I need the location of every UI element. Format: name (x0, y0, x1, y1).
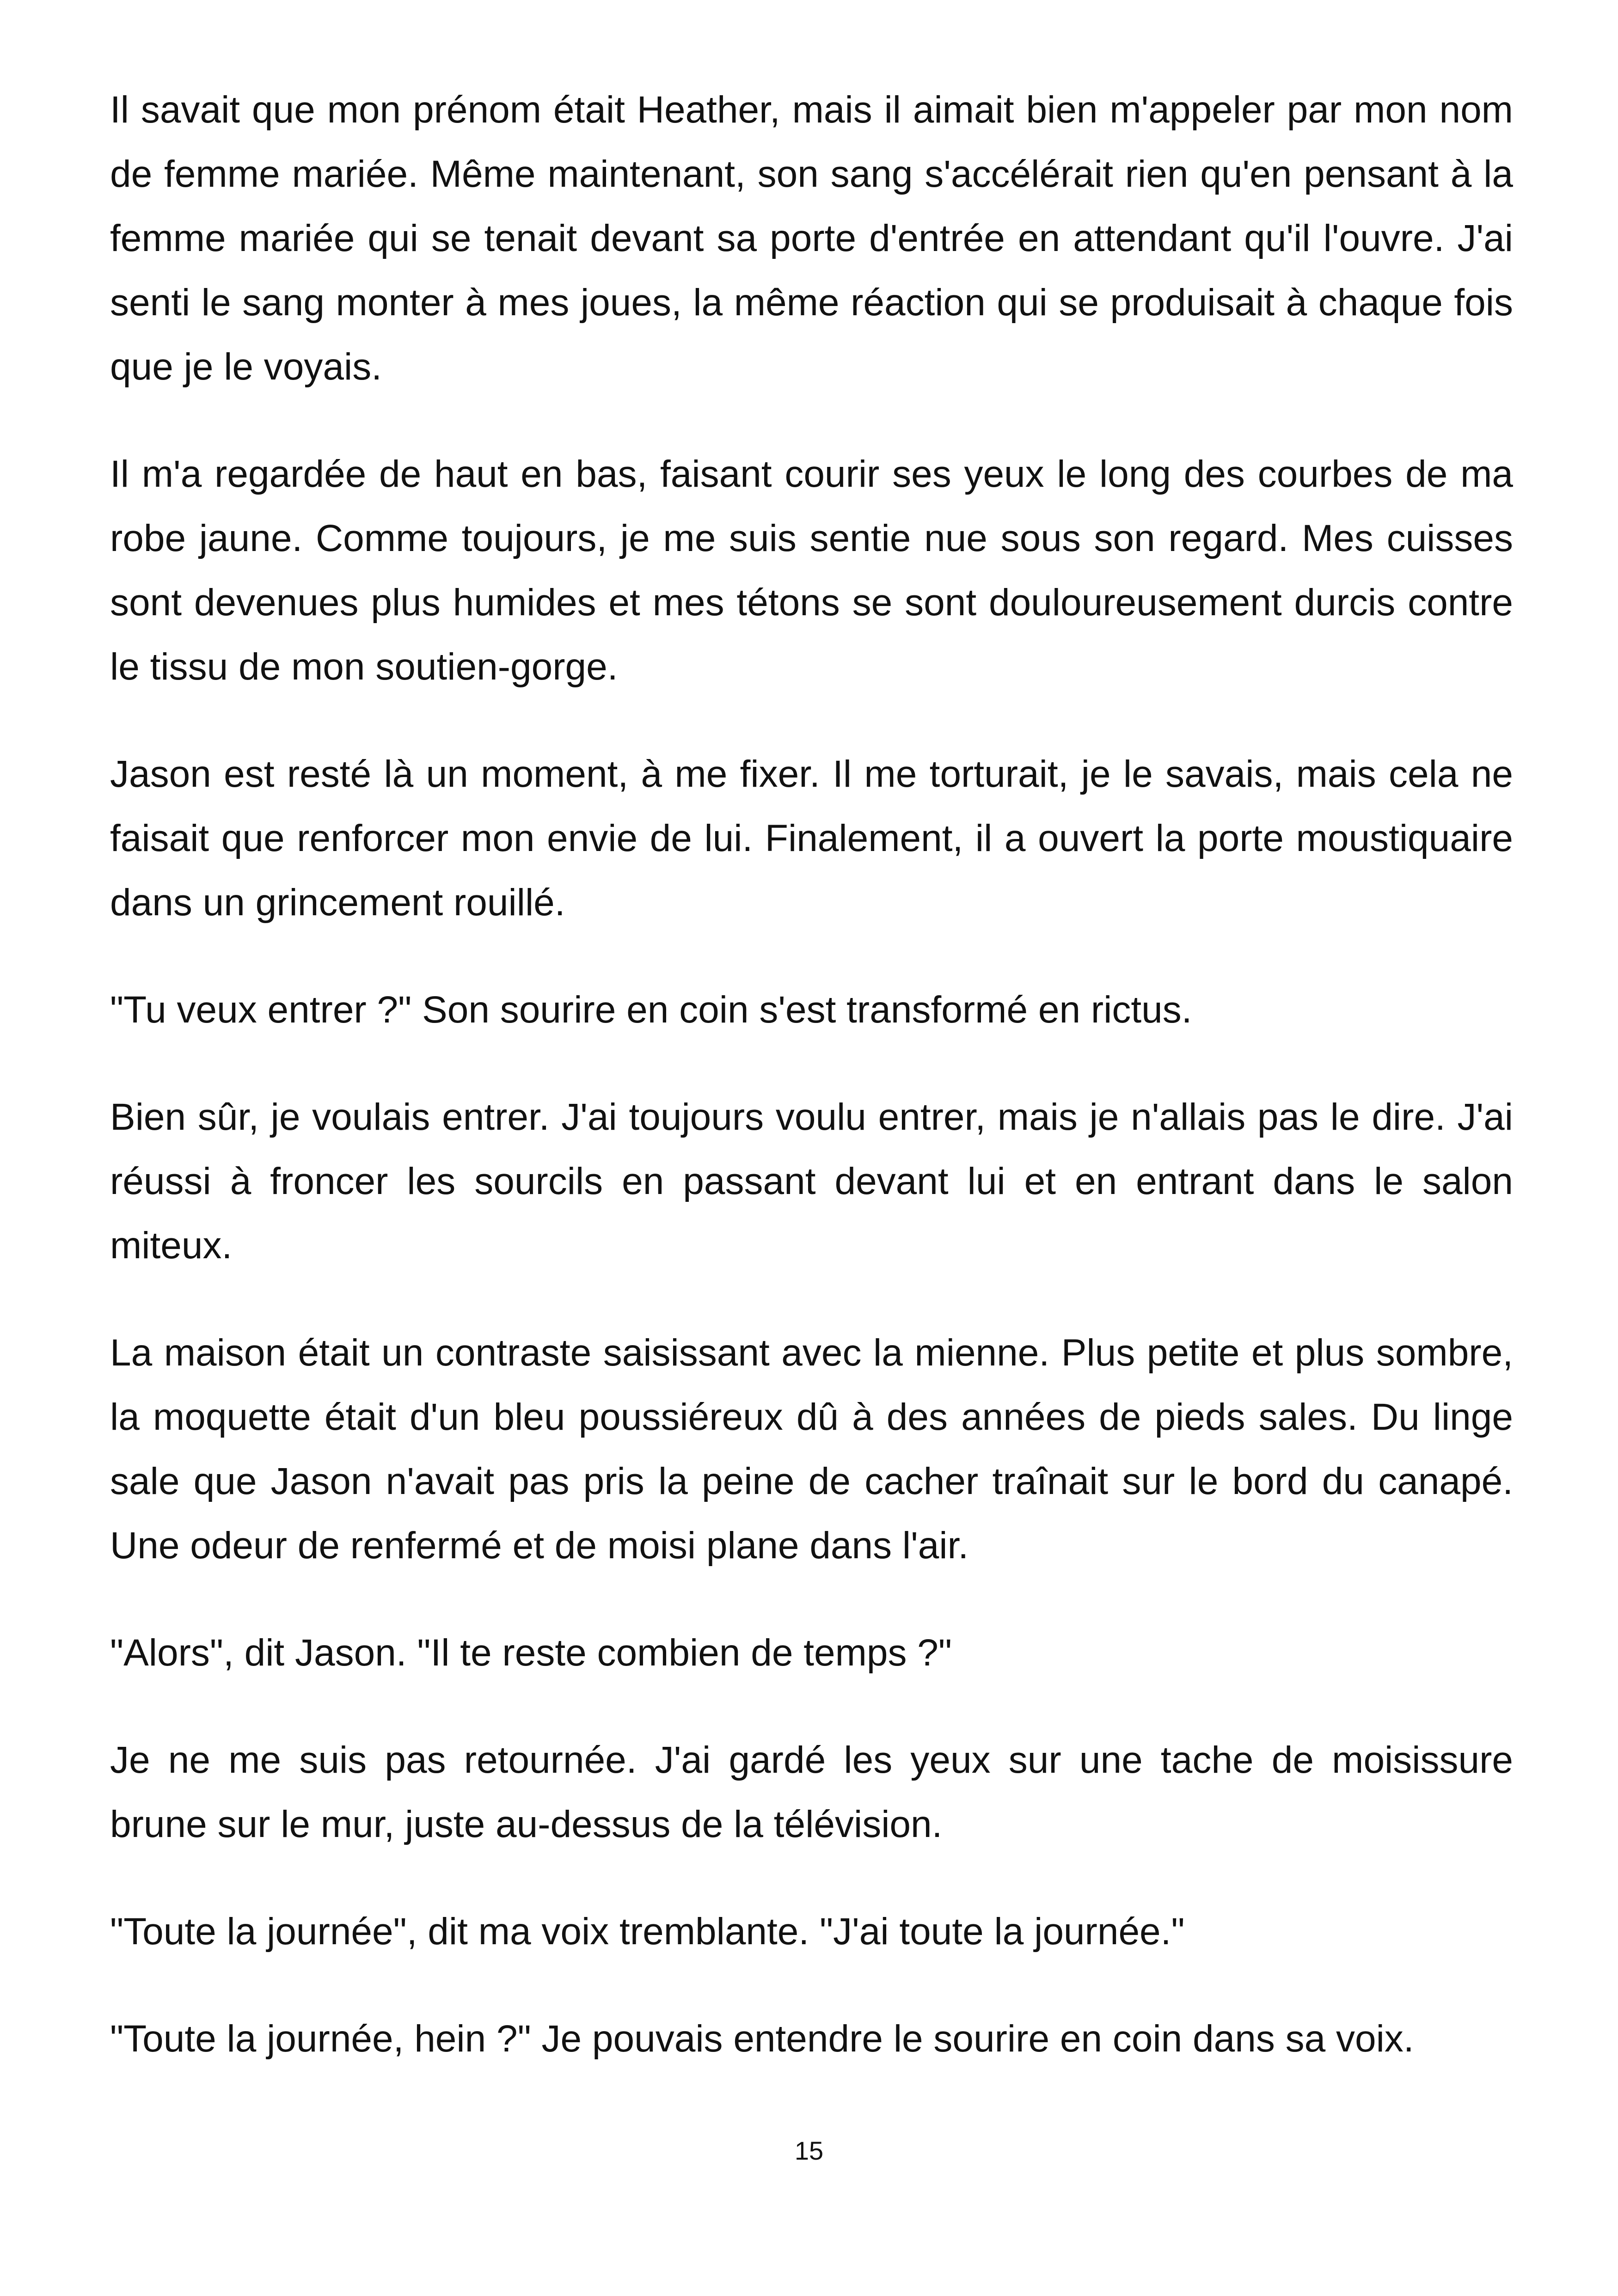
paragraph-5: Bien sûr, je voulais entrer. J'ai toujours voulu entrer, mais je n'allais pas le dire. J'ai réussi à froncer les sourcils en passant devant lui et en entrant dans le salon miteux. (110, 1096, 1513, 1267)
paragraph-9: "Toute la journée", dit ma voix tremblante. "J'ai toute la journée." (110, 1910, 1185, 1953)
text-body (110, 78, 1513, 2114)
paragraph-1: Il savait que mon prénom était Heather, mais il aimait bien m'appeler par mon nom de femme mariée. Même maintenant, son sang s'accélérait rien qu'en pensant à la femme mariée qui se tenait devant sa porte d'entrée en attendant qu'il l'ouvre. J'ai senti le sang monter à mes joues, la même réaction qui se produisait à chaque fois que je le voyais. (110, 89, 1513, 388)
paragraph-10: "Toute la journée, hein ?" Je pouvais entendre le sourire en coin dans sa voix. (110, 2018, 1414, 2060)
paragraph-4: "Tu veux entrer ?" Son sourire en coin s'est transformé en rictus. (110, 989, 1192, 1031)
paragraph-8: Je ne me suis pas retournée. J'ai gardé les yeux sur une tache de moisissure brune sur le mur, juste au-dessus de la télévision. (110, 1739, 1513, 1845)
paragraph-2: Il m'a regardée de haut en bas, faisant courir ses yeux le long des courbes de ma robe jaune. Comme toujours, je me suis sentie nue sous son regard. Mes cuisses sont devenues plus humides et mes tétons se sont douloureusement durcis contre le tissu de mon soutien-gorge. (110, 453, 1513, 688)
paragraph-6: La maison était un contraste saisissant avec la mienne. Plus petite et plus sombre, la moquette était d'un bleu poussiéreux dû à des années de pieds sales. Du linge sale que Jason n'avait pas pris la peine de cacher traînait sur le bord du canapé. Une odeur de renfermé et de moisi plane dans l'air. (110, 1332, 1513, 1567)
page-number: 15 (794, 2136, 824, 2165)
paragraph-7: "Alors", dit Jason. "Il te reste combien de temps ?" (110, 1632, 952, 1674)
paragraph-3: Jason est resté là un moment, à me fixer. Il me torturait, je le savais, mais cela ne faisait que renforcer mon envie de lui. Finalement, il a ouvert la porte moustiquaire dans un grincement rouillé. (110, 753, 1513, 924)
